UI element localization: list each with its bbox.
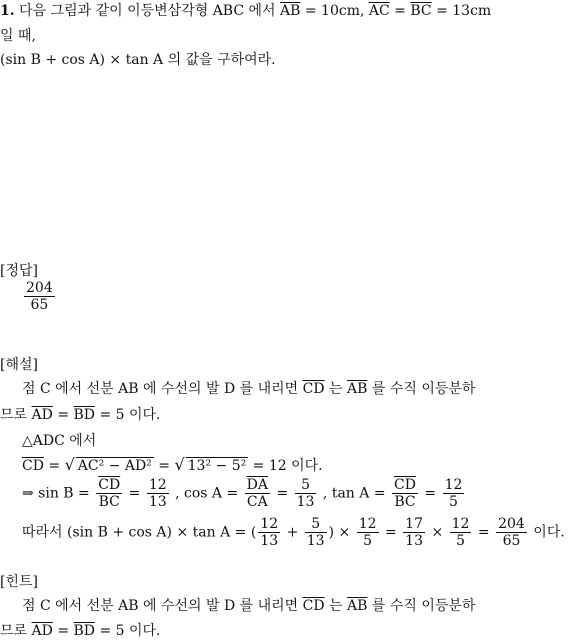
explanation-line-6	[22, 516, 565, 549]
hint-text: = 5 이다.	[99, 623, 161, 639]
explanation-text: = 12 이다.	[252, 458, 323, 474]
denominator: 13	[148, 494, 167, 510]
problem-intro: 다음 그림과 같이 이등변삼각형 ABC 에서	[19, 3, 276, 19]
denominator: 13	[306, 533, 325, 549]
hint-text: 므로	[0, 623, 28, 639]
explanation-heading: [해설]	[0, 357, 38, 373]
denominator: 13	[296, 494, 315, 510]
numerator: 5	[305, 516, 327, 533]
denominator: BC	[394, 494, 416, 510]
fraction	[496, 516, 527, 549]
denominator: 5	[363, 533, 373, 549]
fraction	[147, 477, 169, 510]
segment-ab: $\overline{AB}$	[280, 3, 301, 19]
numerator: $\overline{CD}$	[394, 477, 416, 493]
explanation-text: = 5 이다.	[99, 407, 161, 423]
numerator: $\overline{CD}$	[98, 477, 121, 493]
explanation-text: , tan A =	[322, 485, 386, 502]
fraction	[450, 516, 472, 549]
numerator: 12	[358, 516, 377, 532]
segment-bd: $\overline{BD}$	[73, 407, 96, 423]
segment-cd: $\overline{CD}$	[302, 381, 325, 397]
problem-number: 1.	[0, 3, 15, 19]
numerator: 12	[451, 516, 470, 532]
equals-sign: =	[128, 485, 141, 502]
times-sign: ×	[431, 524, 444, 541]
explanation-text: 므로	[0, 407, 28, 423]
plus-sign: +	[286, 524, 299, 541]
radicand: AC² − AD²	[77, 458, 152, 474]
denominator: 65	[502, 533, 521, 549]
fraction	[357, 516, 379, 549]
segment-ad: $\overline{AD}$	[31, 623, 53, 639]
equals-sign: =	[477, 524, 490, 541]
segment-ac: $\overline{AC}$	[368, 3, 390, 19]
segment-ab: $\overline{AB}$	[347, 598, 368, 614]
equals-sign: =	[57, 407, 70, 423]
fraction	[96, 477, 122, 510]
explanation-text: 점 C 에서 선분 AB 에 수선의 발 D 를 내리면	[22, 381, 299, 397]
explanation-text: 를 수직 이등분하	[371, 381, 476, 397]
fraction	[443, 477, 465, 510]
segment-bd: $\overline{BD}$	[73, 623, 96, 639]
equals-sign: =	[57, 623, 70, 639]
equals-sign: =	[394, 3, 406, 19]
numerator: 12	[444, 477, 463, 493]
problem-line-1	[0, 2, 491, 21]
explanation-line-1	[22, 380, 475, 399]
problem-line-2: 일 때,	[0, 28, 36, 44]
problem-line-3: (sin B + cos A) × tan A 의 값을 구하여라.	[0, 52, 276, 68]
equals-sign: =	[276, 485, 289, 502]
sqrt-icon: √	[174, 455, 185, 474]
answer-denominator: 65	[30, 297, 49, 313]
denominator: 5	[456, 533, 466, 549]
numerator: 204	[498, 516, 525, 532]
explanation-text: 는	[329, 381, 343, 397]
hint-text: 는	[329, 598, 343, 614]
explanation-text: ⇒ sin B =	[22, 485, 90, 502]
bc-value: = 13cm	[436, 3, 492, 19]
numerator: 17	[405, 516, 423, 532]
segment-ab: $\overline{AB}$	[347, 381, 368, 397]
explanation-text: , cos A =	[175, 485, 239, 502]
segment-ad: $\overline{AD}$	[31, 407, 53, 423]
equals-sign: =	[424, 485, 437, 502]
hint-text: 를 수직 이등분하	[371, 598, 476, 614]
segment-cd: $\overline{CD}$	[302, 598, 325, 614]
fraction	[245, 477, 270, 510]
fraction	[403, 516, 425, 549]
denominator: BC	[98, 494, 120, 510]
sqrt-icon: √	[64, 455, 75, 474]
numerator: 12	[260, 516, 279, 532]
hint-line-1	[22, 597, 475, 616]
explanation-line-4	[22, 455, 323, 476]
radicand: 13² − 5²	[187, 458, 247, 474]
answer-numerator: 204	[26, 280, 53, 296]
fraction	[305, 516, 327, 549]
numerator: 5	[295, 477, 317, 494]
answer-heading: [정답]	[0, 263, 38, 279]
explanation-line-2	[0, 406, 161, 425]
explanation-text: 따라서 (sin B + cos A) × tan A = (	[22, 524, 257, 541]
fraction	[392, 477, 418, 510]
segment-bc: $\overline{BC}$	[410, 3, 432, 19]
answer-fraction	[22, 280, 57, 313]
hint-text: 점 C 에서 선분 AB 에 수선의 발 D 를 내리면	[22, 598, 299, 614]
denominator: CA	[246, 494, 268, 510]
equals-sign: =	[158, 458, 170, 474]
denominator: 5	[449, 494, 458, 510]
numerator: 12	[148, 477, 167, 493]
explanation-text: ) ×	[328, 524, 351, 541]
denominator: 13	[405, 533, 423, 549]
fraction	[258, 516, 280, 549]
hint-heading: [힌트]	[0, 574, 38, 590]
fraction	[295, 477, 317, 510]
numerator: $\overline{DA}$	[246, 477, 268, 493]
explanation-text: 이다.	[533, 524, 565, 541]
ab-value: = 10cm,	[304, 3, 365, 19]
segment-cd: $\overline{CD}$	[22, 458, 44, 474]
hint-line-2	[0, 622, 161, 641]
explanation-line-3: △ADC 에서	[22, 433, 97, 449]
denominator: 13	[260, 533, 279, 549]
explanation-line-5	[22, 477, 466, 510]
equals-sign: =	[384, 524, 397, 541]
equals-sign: =	[48, 458, 61, 474]
